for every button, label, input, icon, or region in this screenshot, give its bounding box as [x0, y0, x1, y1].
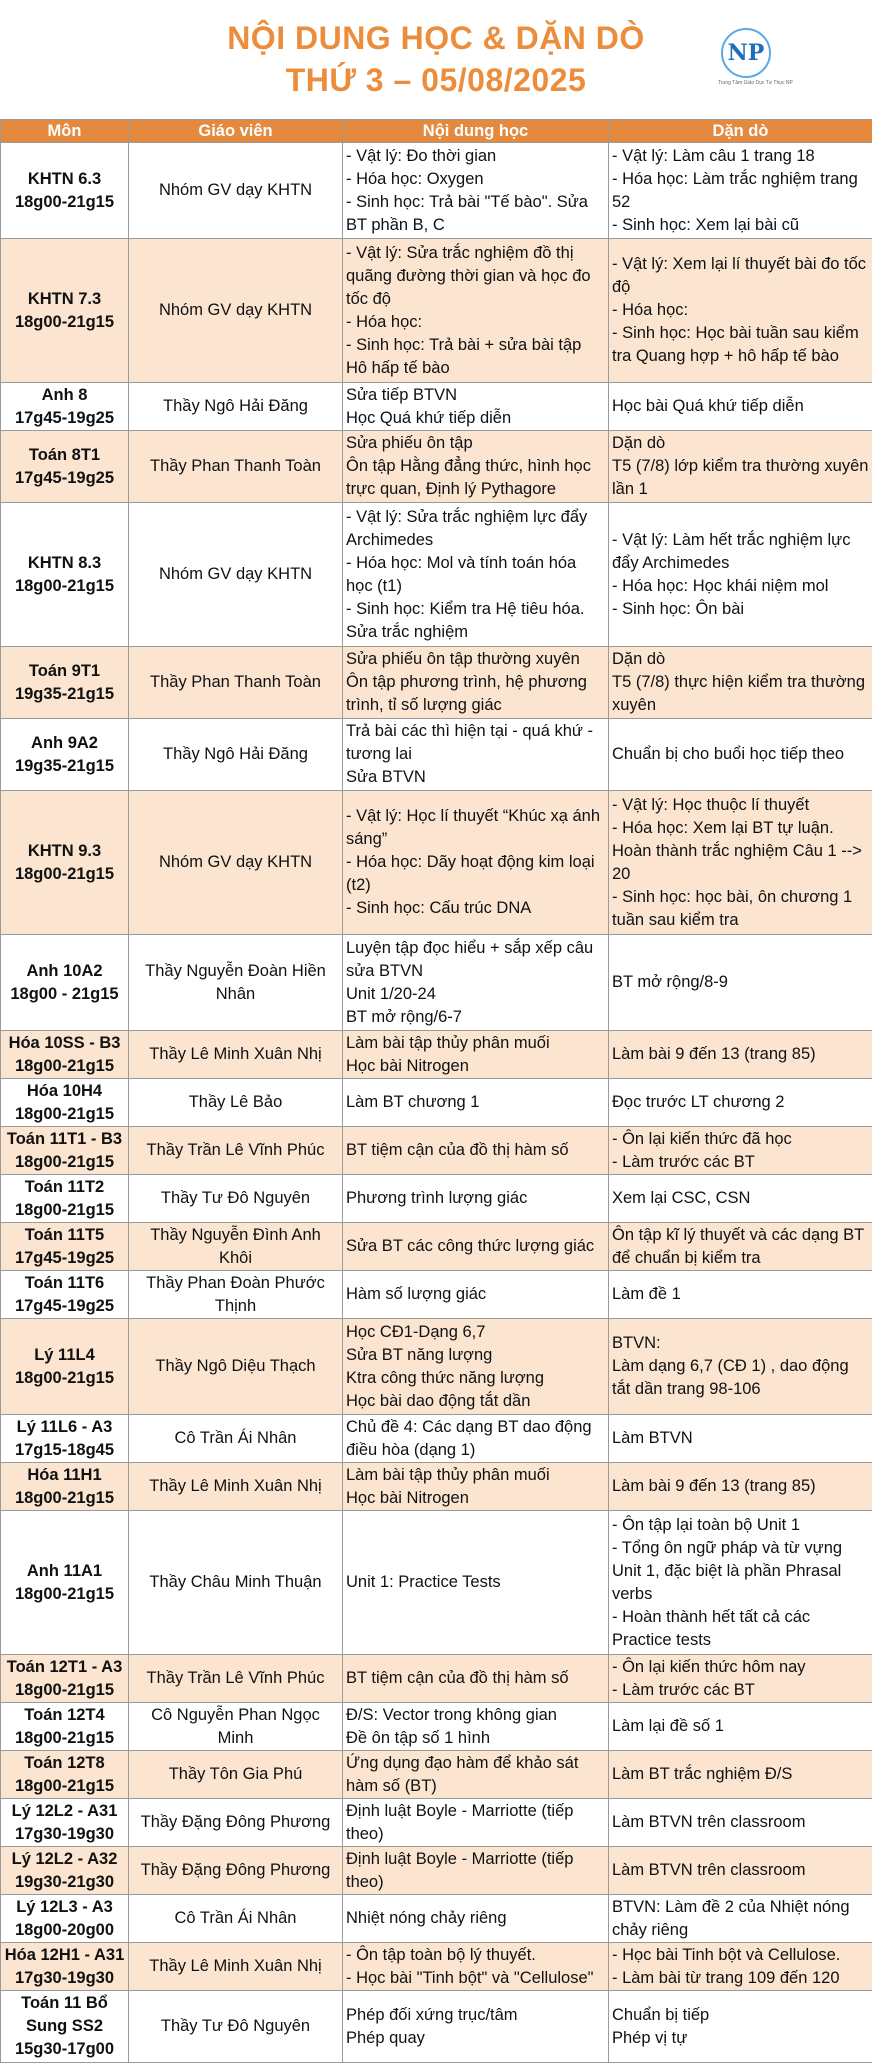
- cell-nd: [343, 1127, 609, 1175]
- cell-line: Toán 11T1 - B3: [4, 1128, 125, 1151]
- cell-nd: [343, 1703, 609, 1751]
- cell-gv: Thầy Châu Minh Thuận: [129, 1511, 343, 1655]
- cell-line: 17g15-18g45: [4, 1439, 125, 1462]
- cell-line: Chủ đề 4: Các dạng BT dao động điều hòa (dạng 1): [346, 1416, 605, 1462]
- table-row: [1, 1703, 872, 1751]
- cell-line: 18g00-21g15: [4, 1367, 125, 1390]
- cell-gv: Nhóm GV dạy KHTN: [129, 143, 343, 239]
- cell-line: 18g00-21g15: [4, 575, 125, 598]
- cell-line: - Làm trước các BT: [612, 1151, 869, 1174]
- cell-line: - Hoàn thành hết tất cả các Practice tests: [612, 1606, 869, 1652]
- cell-dd: [609, 1703, 872, 1751]
- logo-caption: Trung Tâm Giáo Dục Tư Thục NP: [718, 80, 774, 86]
- table-row: [1, 1799, 872, 1847]
- cell-line: Đọc trước LT chương 2: [612, 1091, 869, 1114]
- cell-line: - Vật lý: Học lí thuyết “Khúc xạ ánh sáng”: [346, 805, 605, 851]
- cell-line: - Hóa học: Mol và tính toán hóa học (t1): [346, 552, 605, 598]
- page-date: THỨ 3 – 05/08/2025: [0, 58, 872, 102]
- cell-dd: [609, 239, 872, 383]
- cell-dd: [609, 719, 872, 791]
- cell-nd: [343, 1895, 609, 1943]
- cell-line: Chuẩn bị tiếp: [612, 2004, 869, 2027]
- cell-line: Ứng dụng đạo hàm để khảo sát hàm số (BT): [346, 1752, 605, 1798]
- table-row: [1, 383, 872, 431]
- cell-line: - Sinh học: Trả bài + sửa bài tập Hô hấp tế bào: [346, 334, 605, 380]
- cell-line: 18g00-21g15: [4, 1679, 125, 1702]
- cell-gv: Thầy Trần Lê Vĩnh Phúc: [129, 1655, 343, 1703]
- cell-mon: [1, 1319, 129, 1415]
- cell-line: - Vật lý: Làm câu 1 trang 18: [612, 145, 869, 168]
- cell-nd: [343, 1799, 609, 1847]
- cell-line: - Vật lý: Làm hết trắc nghiệm lực đẩy Archimedes: [612, 529, 869, 575]
- cell-line: Sửa BTVN: [346, 766, 605, 789]
- cell-line: Hàm số lượng giác: [346, 1283, 605, 1306]
- cell-line: T5 (7/8) thực hiện kiểm tra thường xuyên: [612, 671, 869, 717]
- cell-dd: [609, 1271, 872, 1319]
- cell-line: - Sinh học: Xem lại bài cũ: [612, 214, 869, 237]
- cell-mon: [1, 791, 129, 935]
- cell-mon: [1, 1895, 129, 1943]
- cell-line: 18g00-21g15: [4, 863, 125, 886]
- cell-line: 17g45-19g25: [4, 1247, 125, 1270]
- cell-line: 18g00-20g00: [4, 1919, 125, 1942]
- table-row: [1, 1655, 872, 1703]
- cell-gv: Thầy Ngô Hải Đăng: [129, 719, 343, 791]
- cell-line: - Sinh học: Ôn bài: [612, 598, 869, 621]
- cell-line: Làm BTVN: [612, 1427, 869, 1450]
- cell-line: KHTN 8.3: [4, 552, 125, 575]
- cell-gv: Thầy Tư Đô Nguyên: [129, 1175, 343, 1223]
- cell-mon: [1, 1703, 129, 1751]
- schedule-table: [0, 119, 872, 2063]
- cell-mon: [1, 1271, 129, 1319]
- cell-gv: Thầy Phan Đoàn Phước Thịnh: [129, 1271, 343, 1319]
- cell-line: - Vật lý: Xem lại lí thuyết bài đo tốc độ: [612, 253, 869, 299]
- cell-nd: [343, 1463, 609, 1511]
- cell-nd: [343, 1991, 609, 2063]
- cell-gv: Thầy Lê Minh Xuân Nhị: [129, 1943, 343, 1991]
- cell-line: - Ôn lại kiến thức đã học: [612, 1128, 869, 1151]
- cell-dd: [609, 1079, 872, 1127]
- cell-line: 19g35-21g15: [4, 755, 125, 778]
- table-row: [1, 1943, 872, 1991]
- cell-nd: [343, 383, 609, 431]
- cell-line: 15g30-17g00: [4, 2038, 125, 2061]
- table-row: [1, 503, 872, 647]
- cell-dd: [609, 1991, 872, 2063]
- cell-nd: [343, 1415, 609, 1463]
- cell-mon: [1, 935, 129, 1031]
- cell-line: Unit 1/20-24: [346, 983, 605, 1006]
- cell-line: Định luật Boyle - Marriotte (tiếp theo): [346, 1848, 605, 1894]
- cell-line: - Ôn tập toàn bộ lý thuyết.: [346, 1944, 605, 1967]
- cell-mon: [1, 1223, 129, 1271]
- cell-dd: [609, 1415, 872, 1463]
- cell-line: - Làm bài từ trang 109 đến 120: [612, 1967, 869, 1990]
- cell-line: Dặn dò: [612, 432, 869, 455]
- table-row: [1, 1271, 872, 1319]
- cell-nd: [343, 431, 609, 503]
- cell-dd: [609, 431, 872, 503]
- cell-line: Toán 11T2: [4, 1176, 125, 1199]
- table-row: [1, 1319, 872, 1415]
- cell-line: Học bài Nitrogen: [346, 1055, 605, 1078]
- cell-dd: [609, 1655, 872, 1703]
- table-row: [1, 1415, 872, 1463]
- cell-gv: Thầy Đặng Đông Phương: [129, 1799, 343, 1847]
- cell-line: - Vật lý: Sửa trắc nghiệm lực đẩy Archimedes: [346, 506, 605, 552]
- cell-line: 18g00-21g15: [4, 1055, 125, 1078]
- cell-mon: [1, 1127, 129, 1175]
- cell-gv: Thầy Trần Lê Vĩnh Phúc: [129, 1127, 343, 1175]
- cell-line: 18g00-21g15: [4, 1151, 125, 1174]
- cell-line: KHTN 7.3: [4, 288, 125, 311]
- cell-line: 18g00-21g15: [4, 311, 125, 334]
- cell-dd: [609, 1463, 872, 1511]
- cell-gv: Thầy Ngô Diệu Thạch: [129, 1319, 343, 1415]
- cell-line: Hóa 12H1 - A31: [4, 1944, 125, 1967]
- cell-line: - Tổng ôn ngữ pháp và từ vựng Unit 1, đặc biệt là phần Phrasal verbs: [612, 1537, 869, 1606]
- cell-line: BT mở rộng/6-7: [346, 1006, 605, 1029]
- cell-gv: Thầy Phan Thanh Toàn: [129, 431, 343, 503]
- cell-line: - Vật lý: Học thuộc lí thuyết: [612, 794, 869, 817]
- cell-nd: [343, 1943, 609, 1991]
- cell-line: - Sinh học: Học bài tuần sau kiểm tra Quang hợp + hô hấp tế bào: [612, 322, 869, 368]
- cell-nd: [343, 239, 609, 383]
- cell-line: 19g35-21g15: [4, 683, 125, 706]
- cell-line: Làm bài 9 đến 13 (trang 85): [612, 1043, 869, 1066]
- logo-mark: NP: [721, 28, 771, 78]
- cell-mon: [1, 1943, 129, 1991]
- header: [0, 0, 872, 118]
- cell-line: Trả bài các thì hiện tại - quá khứ - tương lai: [346, 720, 605, 766]
- cell-line: Lý 12L2 - A31: [4, 1800, 125, 1823]
- cell-gv: Thầy Tư Đô Nguyên: [129, 1991, 343, 2063]
- cell-line: BTVN: Làm đề 2 của Nhiệt nóng chảy riêng: [612, 1896, 869, 1942]
- cell-dd: [609, 1175, 872, 1223]
- cell-nd: [343, 1751, 609, 1799]
- cell-mon: [1, 1751, 129, 1799]
- cell-dd: [609, 647, 872, 719]
- cell-line: 18g00-21g15: [4, 1103, 125, 1126]
- cell-line: - Hóa học:: [612, 299, 869, 322]
- table-row: [1, 1847, 872, 1895]
- cell-line: Ôn tập Hằng đẳng thức, hình học trực quan, Định lý Pythagore: [346, 455, 605, 501]
- cell-line: - Sinh học: học bài, ôn chương 1 tuần sau kiểm tra: [612, 886, 869, 932]
- table-row: [1, 1895, 872, 1943]
- cell-line: Sửa tiếp BTVN: [346, 384, 605, 407]
- cell-mon: [1, 1847, 129, 1895]
- table-row: [1, 1511, 872, 1655]
- cell-dd: [609, 1751, 872, 1799]
- cell-mon: [1, 1463, 129, 1511]
- cell-gv: Thầy Phan Thanh Toàn: [129, 647, 343, 719]
- cell-line: - Vật lý: Đo thời gian: [346, 145, 605, 168]
- cell-line: Học bài Nitrogen: [346, 1487, 605, 1510]
- cell-gv: Thầy Nguyễn Đình Anh Khôi: [129, 1223, 343, 1271]
- cell-nd: [343, 1847, 609, 1895]
- cell-line: Làm BT chương 1: [346, 1091, 605, 1114]
- cell-gv: Thầy Tôn Gia Phú: [129, 1751, 343, 1799]
- cell-line: Phép quay: [346, 2027, 605, 2050]
- cell-line: - Hóa học: Học khái niệm mol: [612, 575, 869, 598]
- cell-gv: Cô Trần Ái Nhân: [129, 1895, 343, 1943]
- cell-line: Học bài Quá khứ tiếp diễn: [612, 395, 869, 418]
- cell-line: Lý 12L3 - A3: [4, 1896, 125, 1919]
- table-row: [1, 239, 872, 383]
- cell-line: Hóa 10SS - B3: [4, 1032, 125, 1055]
- cell-line: Học CĐ1-Dạng 6,7: [346, 1321, 605, 1344]
- cell-line: Phép vị tự: [612, 2027, 869, 2050]
- cell-line: Hóa 10H4: [4, 1080, 125, 1103]
- cell-nd: [343, 1175, 609, 1223]
- col-header-dan-do: Dặn dò: [609, 120, 872, 143]
- cell-nd: [343, 1319, 609, 1415]
- cell-line: - Sinh học: Kiểm tra Hệ tiêu hóa. Sửa trắc nghiệm: [346, 598, 605, 644]
- table-row: [1, 1463, 872, 1511]
- cell-dd: [609, 1511, 872, 1655]
- cell-gv: Thầy Lê Bảo: [129, 1079, 343, 1127]
- cell-line: Unit 1: Practice Tests: [346, 1571, 605, 1594]
- cell-line: 18g00-21g15: [4, 1487, 125, 1510]
- cell-line: Lý 11L4: [4, 1344, 125, 1367]
- cell-line: - Ôn tập lại toàn bộ Unit 1: [612, 1514, 869, 1537]
- cell-dd: [609, 1223, 872, 1271]
- cell-mon: [1, 503, 129, 647]
- cell-line: Lý 12L2 - A32: [4, 1848, 125, 1871]
- cell-mon: [1, 1031, 129, 1079]
- cell-line: Sửa phiếu ôn tập: [346, 432, 605, 455]
- cell-line: Làm bài 9 đến 13 (trang 85): [612, 1475, 869, 1498]
- table-row: [1, 1127, 872, 1175]
- cell-line: Học Quá khứ tiếp diễn: [346, 407, 605, 430]
- cell-line: - Hóa học: Dãy hoạt động kim loại (t2): [346, 851, 605, 897]
- cell-line: Anh 8: [4, 384, 125, 407]
- cell-line: Anh 11A1: [4, 1560, 125, 1583]
- cell-line: 19g30-21g30: [4, 1871, 125, 1894]
- cell-nd: [343, 647, 609, 719]
- cell-line: - Sinh học: Cấu trúc DNA: [346, 897, 605, 920]
- table-row: [1, 1031, 872, 1079]
- cell-mon: [1, 431, 129, 503]
- cell-line: 17g45-19g25: [4, 467, 125, 490]
- cell-line: Làm bài tập thủy phân muối: [346, 1032, 605, 1055]
- cell-line: Sửa BT các công thức lượng giác: [346, 1235, 605, 1258]
- cell-line: Nhiệt nóng chảy riêng: [346, 1907, 605, 1930]
- cell-line: Toán 12T4: [4, 1704, 125, 1727]
- cell-nd: [343, 1511, 609, 1655]
- cell-line: Làm dạng 6,7 (CĐ 1) , dao động tắt dần trang 98-106: [612, 1355, 869, 1401]
- cell-line: Toán 11 Bổ: [4, 1992, 125, 2015]
- cell-line: BTVN:: [612, 1332, 869, 1355]
- cell-line: BT tiệm cận của đồ thị hàm số: [346, 1667, 605, 1690]
- cell-line: 18g00-21g15: [4, 1775, 125, 1798]
- cell-line: Làm BTVN trên classroom: [612, 1811, 869, 1834]
- cell-line: BT tiệm cận của đồ thị hàm số: [346, 1139, 605, 1162]
- cell-line: KHTN 9.3: [4, 840, 125, 863]
- cell-line: 18g00-21g15: [4, 191, 125, 214]
- page-title: NỘI DUNG HỌC & DẶN DÒ: [0, 16, 872, 60]
- cell-nd: [343, 1079, 609, 1127]
- cell-line: Toán 11T5: [4, 1224, 125, 1247]
- cell-mon: [1, 1079, 129, 1127]
- cell-nd: [343, 503, 609, 647]
- cell-line: 18g00-21g15: [4, 1583, 125, 1606]
- cell-line: - Hóa học: Oxygen: [346, 168, 605, 191]
- table-header-row: [1, 120, 872, 143]
- cell-line: Học bài dao động tắt dần: [346, 1390, 605, 1413]
- cell-line: T5 (7/8) lớp kiểm tra thường xuyên lần 1: [612, 455, 869, 501]
- cell-dd: [609, 1031, 872, 1079]
- cell-nd: [343, 143, 609, 239]
- cell-line: Toán 12T8: [4, 1752, 125, 1775]
- cell-nd: [343, 935, 609, 1031]
- cell-gv: Thầy Nguyễn Đoàn Hiền Nhân: [129, 935, 343, 1031]
- cell-dd: [609, 503, 872, 647]
- cell-dd: [609, 1943, 872, 1991]
- cell-line: BT mở rộng/8-9: [612, 971, 869, 994]
- cell-line: - Học bài Tinh bột và Cellulose.: [612, 1944, 869, 1967]
- cell-line: - Hóa học: Xem lại BT tự luận. Hoàn thành trắc nghiệm Câu 1 --> 20: [612, 817, 869, 886]
- cell-nd: [343, 719, 609, 791]
- cell-dd: [609, 1319, 872, 1415]
- cell-mon: [1, 1175, 129, 1223]
- cell-dd: [609, 383, 872, 431]
- cell-line: 17g45-19g25: [4, 407, 125, 430]
- cell-line: Hóa 11H1: [4, 1464, 125, 1487]
- cell-line: Định luật Boyle - Marriotte (tiếp theo): [346, 1800, 605, 1846]
- cell-line: KHTN 6.3: [4, 168, 125, 191]
- cell-dd: [609, 1799, 872, 1847]
- cell-line: - Sinh học: Trả bài "Tế bào". Sửa BT phần B, C: [346, 191, 605, 237]
- table-row: [1, 791, 872, 935]
- table-row: [1, 1175, 872, 1223]
- table-row: [1, 647, 872, 719]
- cell-gv: Nhóm GV dạy KHTN: [129, 791, 343, 935]
- cell-dd: [609, 935, 872, 1031]
- table-row: [1, 143, 872, 239]
- cell-line: 18g00-21g15: [4, 1199, 125, 1222]
- cell-line: Ôn tập phương trình, hệ phương trình, tỉ số lượng giác: [346, 671, 605, 717]
- cell-gv: Thầy Lê Minh Xuân Nhị: [129, 1463, 343, 1511]
- cell-line: Sửa BT năng lượng: [346, 1344, 605, 1367]
- cell-line: Toán 9T1: [4, 660, 125, 683]
- cell-line: 18g00 - 21g15: [4, 983, 125, 1006]
- cell-dd: [609, 1127, 872, 1175]
- cell-line: Phương trình lượng giác: [346, 1187, 605, 1210]
- cell-nd: [343, 1223, 609, 1271]
- cell-line: Lý 11L6 - A3: [4, 1416, 125, 1439]
- cell-line: Phép đối xứng trục/tâm: [346, 2004, 605, 2027]
- table-row: [1, 1991, 872, 2063]
- cell-line: Làm bài tập thủy phân muối: [346, 1464, 605, 1487]
- cell-line: Đề ôn tập số 1 hình: [346, 1727, 605, 1750]
- cell-line: Đ/S: Vector trong không gian: [346, 1704, 605, 1727]
- table-body: [1, 143, 872, 2063]
- logo: [718, 28, 774, 92]
- cell-line: - Học bài "Tinh bột" và "Cellulose": [346, 1967, 605, 1990]
- cell-line: Ktra công thức năng lượng: [346, 1367, 605, 1390]
- cell-line: Ôn tập kĩ lý thuyết và các dạng BT để chuẩn bị kiểm tra: [612, 1224, 869, 1270]
- col-header-noi-dung: Nội dung học: [343, 120, 609, 143]
- cell-mon: [1, 719, 129, 791]
- cell-line: - Hóa học:: [346, 311, 605, 334]
- cell-mon: [1, 1511, 129, 1655]
- cell-mon: [1, 1991, 129, 2063]
- table-row: [1, 719, 872, 791]
- cell-line: Làm lại đề số 1: [612, 1715, 869, 1738]
- cell-mon: [1, 1655, 129, 1703]
- cell-dd: [609, 143, 872, 239]
- cell-line: 17g30-19g30: [4, 1823, 125, 1846]
- cell-gv: Nhóm GV dạy KHTN: [129, 239, 343, 383]
- cell-mon: [1, 1415, 129, 1463]
- cell-gv: Cô Nguyễn Phan Ngọc Minh: [129, 1703, 343, 1751]
- cell-gv: Nhóm GV dạy KHTN: [129, 503, 343, 647]
- cell-gv: Thầy Lê Minh Xuân Nhị: [129, 1031, 343, 1079]
- cell-dd: [609, 1895, 872, 1943]
- cell-line: - Làm trước các BT: [612, 1679, 869, 1702]
- cell-line: - Vật lý: Sửa trắc nghiệm đồ thị quãng đường thời gian và học đo tốc độ: [346, 242, 605, 311]
- cell-nd: [343, 791, 609, 935]
- cell-mon: [1, 647, 129, 719]
- cell-line: Làm BTVN trên classroom: [612, 1859, 869, 1882]
- cell-line: Làm BT trắc nghiệm Đ/S: [612, 1763, 869, 1786]
- cell-dd: [609, 791, 872, 935]
- cell-line: 17g30-19g30: [4, 1967, 125, 1990]
- cell-line: Toán 11T6: [4, 1272, 125, 1295]
- cell-line: sửa BTVN: [346, 960, 605, 983]
- cell-nd: [343, 1271, 609, 1319]
- cell-gv: Cô Trần Ái Nhân: [129, 1415, 343, 1463]
- col-header-giao-vien: Giáo viên: [129, 120, 343, 143]
- cell-line: Sửa phiếu ôn tập thường xuyên: [346, 648, 605, 671]
- cell-line: Sung SS2: [4, 2015, 125, 2038]
- cell-gv: Thầy Ngô Hải Đăng: [129, 383, 343, 431]
- cell-line: Dặn dò: [612, 648, 869, 671]
- cell-nd: [343, 1031, 609, 1079]
- cell-line: Làm đề 1: [612, 1283, 869, 1306]
- cell-line: - Hóa học: Làm trắc nghiệm trang 52: [612, 168, 869, 214]
- table-row: [1, 935, 872, 1031]
- cell-gv: Thầy Đặng Đông Phương: [129, 1847, 343, 1895]
- cell-line: 18g00-21g15: [4, 1727, 125, 1750]
- table-row: [1, 1223, 872, 1271]
- cell-line: Anh 10A2: [4, 960, 125, 983]
- cell-line: Toán 12T1 - A3: [4, 1656, 125, 1679]
- table-row: [1, 1751, 872, 1799]
- cell-line: Anh 9A2: [4, 732, 125, 755]
- cell-mon: [1, 383, 129, 431]
- cell-mon: [1, 239, 129, 383]
- cell-line: Chuẩn bị cho buổi học tiếp theo: [612, 743, 869, 766]
- cell-nd: [343, 1655, 609, 1703]
- cell-line: Luyện tập đọc hiểu + sắp xếp câu: [346, 937, 605, 960]
- cell-mon: [1, 1799, 129, 1847]
- cell-line: Toán 8T1: [4, 444, 125, 467]
- table-row: [1, 431, 872, 503]
- table-row: [1, 1079, 872, 1127]
- cell-line: 17g45-19g25: [4, 1295, 125, 1318]
- cell-line: - Ôn lại kiến thức hôm nay: [612, 1656, 869, 1679]
- cell-line: Xem lại CSC, CSN: [612, 1187, 869, 1210]
- col-header-mon: Môn: [1, 120, 129, 143]
- cell-mon: [1, 143, 129, 239]
- cell-dd: [609, 1847, 872, 1895]
